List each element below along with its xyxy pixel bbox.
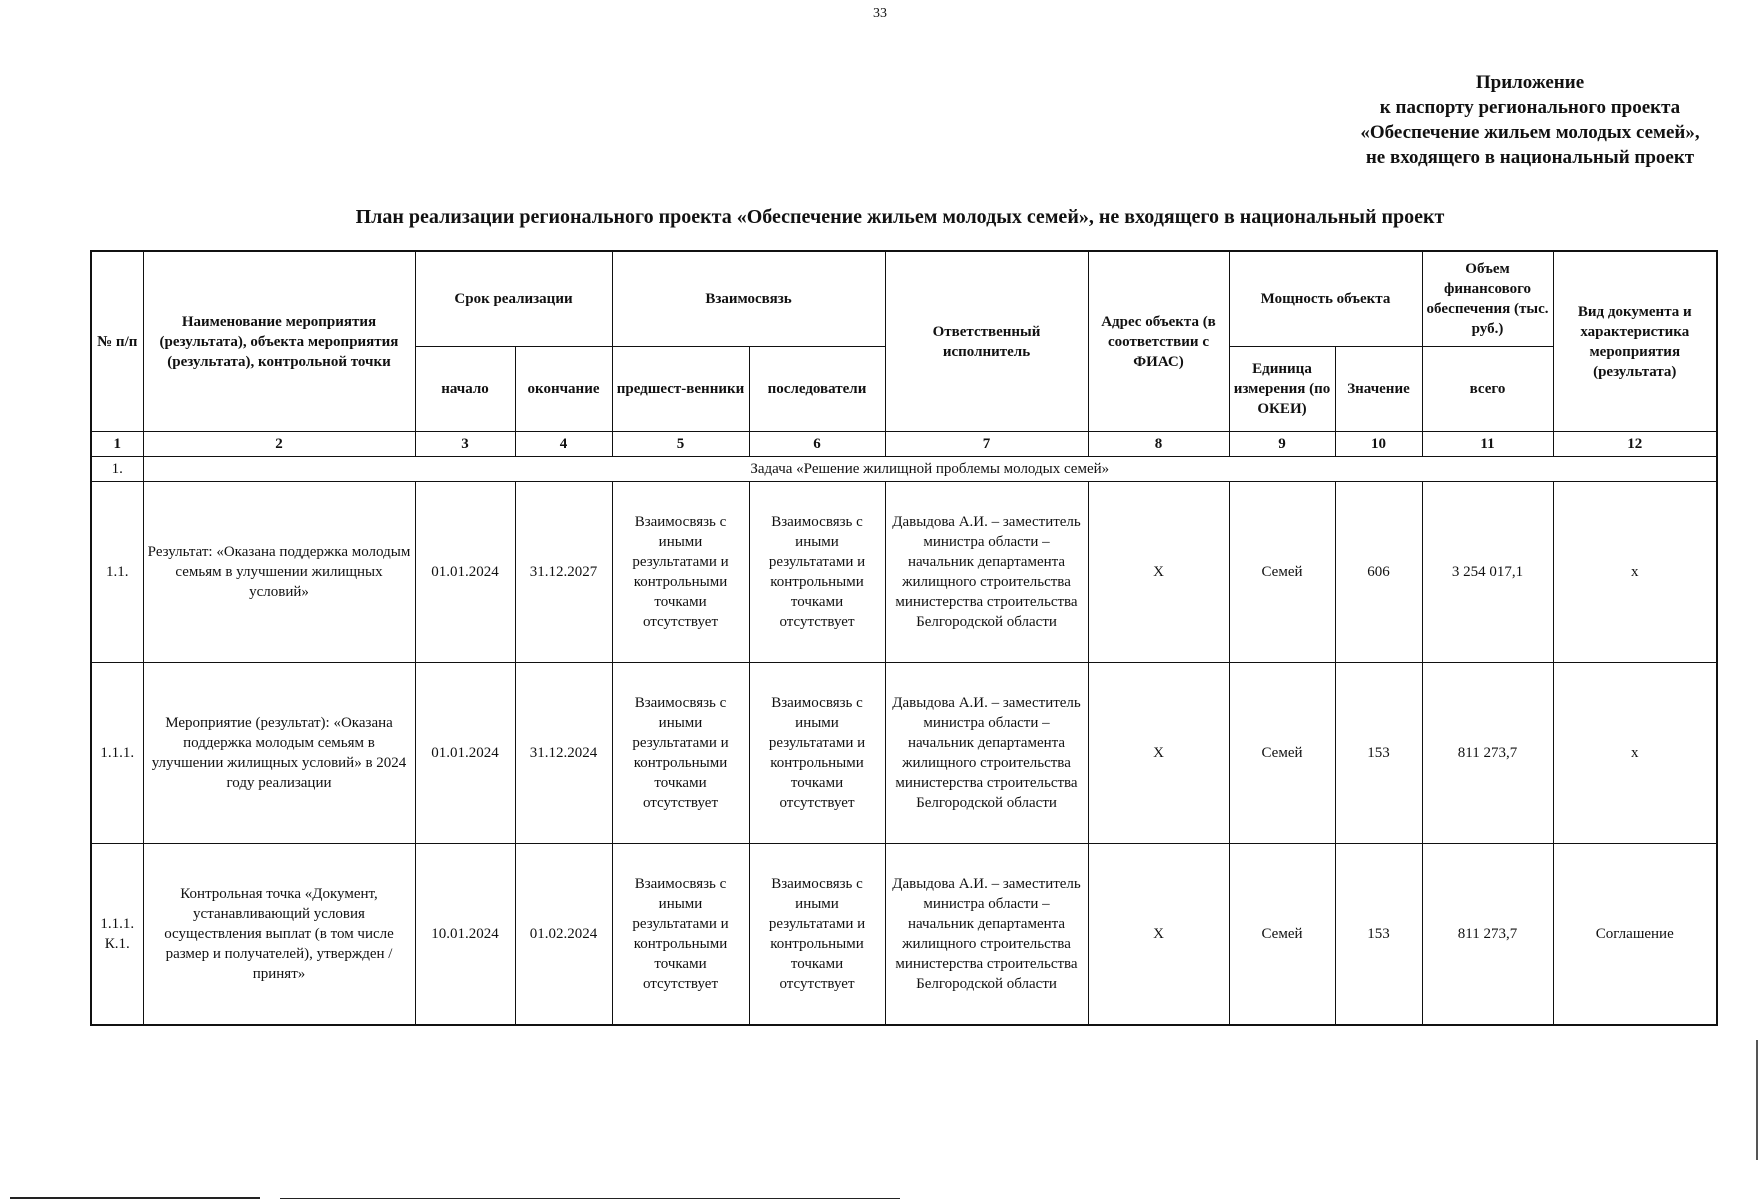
row-successors: Взаимосвязь с иными результатами и контрольными точками отсутствует: [749, 844, 885, 1026]
row-start: 10.01.2024: [415, 844, 515, 1026]
scan-edge-line: [280, 1198, 900, 1199]
header-responsible: Ответственный исполнитель: [885, 251, 1088, 432]
column-number: 10: [1335, 432, 1422, 457]
column-number: 8: [1088, 432, 1229, 457]
header-address: Адрес объекта (в соответствии с ФИАС): [1088, 251, 1229, 432]
row-successors: Взаимосвязь с иными результатами и контрольными точками отсутствует: [749, 663, 885, 844]
header-start: начало: [415, 347, 515, 432]
row-name: Контрольная точка «Документ, устанавливающий условия осуществления выплат (в том числе размер и получателей), утвержден / принят»: [143, 844, 415, 1026]
column-number: 7: [885, 432, 1088, 457]
row-doc-type: х: [1553, 663, 1717, 844]
task-number: 1.: [91, 457, 143, 482]
row-address: Х: [1088, 663, 1229, 844]
row-predecessors: Взаимосвязь с иными результатами и контрольными точками отсутствует: [612, 844, 749, 1026]
row-number: 1.1.1.: [91, 663, 143, 844]
row-end: 31.12.2024: [515, 663, 612, 844]
header-row: [91, 251, 1717, 347]
row-successors: Взаимосвязь с иными результатами и контрольными точками отсутствует: [749, 482, 885, 663]
appendix-line: не входящего в национальный проект: [1365, 147, 1695, 168]
table-row: [91, 663, 1717, 844]
column-number: 4: [515, 432, 612, 457]
row-responsible: Давыдова А.И. – заместитель министра области – начальник департамента жилищного строительства министерства строительства Белгородской области: [885, 844, 1088, 1026]
column-number: 2: [143, 432, 415, 457]
row-responsible: Давыдова А.И. – заместитель министра области – начальник департамента жилищного строительства министерства строительства Белгородской области: [885, 663, 1088, 844]
row-end: 01.02.2024: [515, 844, 612, 1026]
row-start: 01.01.2024: [415, 482, 515, 663]
header-total: всего: [1422, 347, 1553, 432]
plan-table: [90, 250, 1718, 1026]
header-value: Значение: [1335, 347, 1422, 432]
row-number: 1.1.: [91, 482, 143, 663]
page-number: 33: [873, 6, 887, 21]
row-doc-type: Соглашение: [1553, 844, 1717, 1026]
column-number: 12: [1553, 432, 1717, 457]
row-unit: Семей: [1229, 482, 1335, 663]
appendix-heading: [1300, 70, 1760, 170]
task-label: Задача «Решение жилищной проблемы молодых семей»: [143, 457, 1717, 482]
header-link: Взаимосвязь: [612, 251, 885, 347]
header-finance: Объем финансового обеспечения (тыс. руб.): [1422, 251, 1553, 347]
row-unit: Семей: [1229, 663, 1335, 844]
row-number: 1.1.1. К.1.: [91, 844, 143, 1026]
row-value: 153: [1335, 844, 1422, 1026]
appendix-line: Приложение: [1475, 72, 1585, 93]
column-number: 1: [91, 432, 143, 457]
table-row: [91, 844, 1717, 1026]
row-address: Х: [1088, 482, 1229, 663]
row-predecessors: Взаимосвязь с иными результатами и контрольными точками отсутствует: [612, 482, 749, 663]
row-address: Х: [1088, 844, 1229, 1026]
header-term: Срок реализации: [415, 251, 612, 347]
row-end: 31.12.2027: [515, 482, 612, 663]
scan-edge-line: [10, 1197, 260, 1199]
row-name: Мероприятие (результат): «Оказана поддержка молодым семьям в улучшении жилищных условий» в 2024 году реализации: [143, 663, 415, 844]
row-total: 811 273,7: [1422, 844, 1553, 1026]
row-name: Результат: «Оказана поддержка молодым семьям в улучшении жилищных условий»: [143, 482, 415, 663]
row-doc-type: х: [1553, 482, 1717, 663]
header-successors: последователи: [749, 347, 885, 432]
column-number: 11: [1422, 432, 1553, 457]
row-responsible: Давыдова А.И. – заместитель министра области – начальник департамента жилищного строительства министерства строительства Белгородской области: [885, 482, 1088, 663]
row-unit: Семей: [1229, 844, 1335, 1026]
header-predecessors: предшест-венники: [612, 347, 749, 432]
header-num: № п/п: [91, 251, 143, 432]
row-value: 606: [1335, 482, 1422, 663]
task-row: [91, 457, 1717, 482]
header-end: окончание: [515, 347, 612, 432]
header-name: Наименование мероприятия (результата), объекта мероприятия (результата), контрольной точки: [143, 251, 415, 432]
appendix-line: к паспорту регионального проекта: [1379, 97, 1681, 118]
column-number: 3: [415, 432, 515, 457]
header-capacity: Мощность объекта: [1229, 251, 1422, 347]
plan-title: План реализации регионального проекта «Обеспечение жильем молодых семей», не входящего в национальный проект: [355, 206, 1445, 228]
header-doc-type: Вид документа и характеристика мероприятия (результата): [1553, 251, 1717, 432]
scan-edge-mark: [1756, 1040, 1758, 1160]
column-number: 9: [1229, 432, 1335, 457]
header-unit: Единица измерения (по ОКЕИ): [1229, 347, 1335, 432]
row-total: 3 254 017,1: [1422, 482, 1553, 663]
column-number-row: [91, 432, 1717, 457]
column-number: 5: [612, 432, 749, 457]
row-value: 153: [1335, 663, 1422, 844]
table-row: [91, 482, 1717, 663]
row-start: 01.01.2024: [415, 663, 515, 844]
row-predecessors: Взаимосвязь с иными результатами и контрольными точками отсутствует: [612, 663, 749, 844]
row-total: 811 273,7: [1422, 663, 1553, 844]
column-number: 6: [749, 432, 885, 457]
appendix-line: «Обеспечение жильем молодых семей»,: [1360, 122, 1700, 143]
